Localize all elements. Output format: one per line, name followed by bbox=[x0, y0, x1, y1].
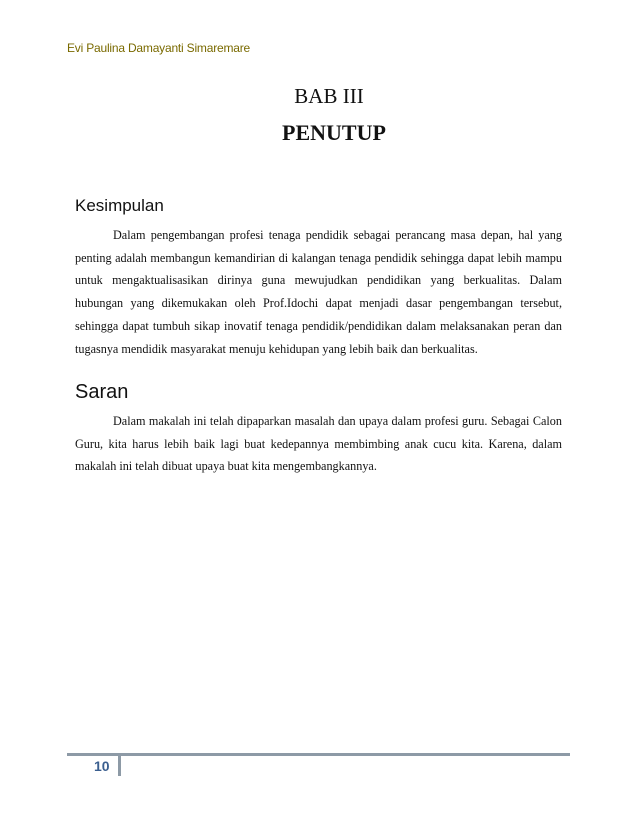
paragraph-saran bbox=[75, 410, 562, 478]
chapter-title-text: PENUTUP bbox=[282, 120, 386, 145]
paragraph-saran-text: Dalam makalah ini telah dipaparkan masalah dan upaya dalam profesi guru. Sebagai Calon Guru, kita harus lebih baik lagi buat kedepannya membimbing anak cucu kita. Karena, dalam makalah ini telah dibuat upaya buat kita mengembangkannya. bbox=[75, 414, 562, 473]
section-heading-saran: Saran bbox=[75, 381, 129, 403]
paragraph-kesimpulan bbox=[75, 224, 562, 360]
chapter-number bbox=[0, 84, 638, 109]
section-heading-kesimpulan: Kesimpulan bbox=[75, 196, 164, 215]
footer-rule bbox=[67, 753, 570, 756]
paragraph-kesimpulan-text: Dalam pengembangan profesi tenaga pendidik sebagai perancang masa depan, hal yang penting adalah membangun kemandirian di kalangan tenaga pendidik sehingga dapat lebih mampu untuk mengaktualisasikan dirinya guna mewujudkan pendidikan yang berkualitas. Dalam hubungan yang dikemukakan oleh Prof.Idochi dapat menjadi dasar pengembangan tersebut, sehingga dapat tumbuh sikap inovatif tenaga pendidik/pendidikan dalam melaksanakan peran dan tugasnya mendidik masyarakat menuju kehidupan yang lebih baik dan berkualitas. bbox=[75, 228, 562, 356]
page-number: 10 bbox=[94, 758, 110, 774]
chapter-title bbox=[0, 120, 638, 146]
chapter-number-text: BAB III bbox=[294, 84, 364, 108]
footer-divider bbox=[118, 756, 121, 776]
header-author: Evi Paulina Damayanti Simaremare bbox=[67, 41, 251, 55]
